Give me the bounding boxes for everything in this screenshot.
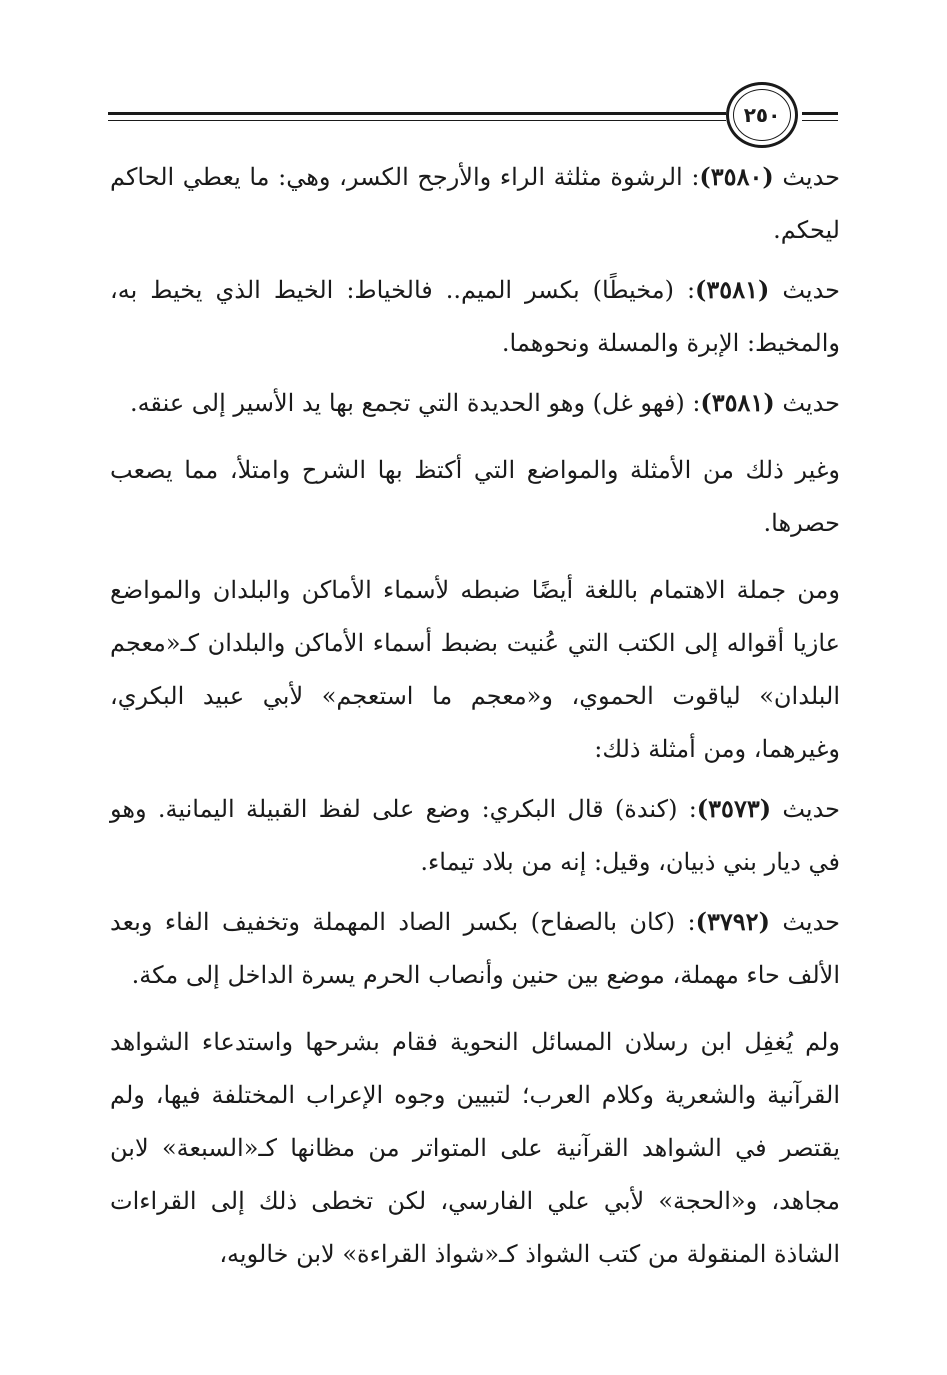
header-rule bbox=[108, 112, 726, 115]
header-rule-right-thin bbox=[802, 120, 838, 121]
page-body bbox=[110, 150, 840, 1287]
hadith-number: (٣٥٧٣) bbox=[696, 794, 772, 823]
header-rule-right bbox=[802, 112, 838, 115]
hadith-number: (٣٥٨١) bbox=[695, 275, 770, 304]
hadith-number: (٣٥٨٠) bbox=[699, 162, 774, 191]
paragraph: حديث (٣٥٧٣): (كندة) قال البكري: وضع على لفظ القبيلة اليمانية. وهو في ديار بني ذبيان، وقيل: إنه من بلاد تيماء. bbox=[110, 794, 841, 876]
page-number: ٢٥٠ bbox=[743, 103, 781, 127]
paragraph: ومن جملة الاهتمام باللغة أيضًا ضبطه لأسماء الأماكن والبلدان والمواضع عازيا أقواله إلى الكتب التي عُنيت بضبط أسماء الأماكن والبلدان كـ«معجم البلدان» لياقوت الحموي، و«معجم ما استعجم» لأبي عبيد البكري، وغيرهما، ومن أمثلة ذلك: bbox=[110, 576, 841, 763]
paragraph: حديث (٣٥٨٠): الرشوة مثلثة الراء والأرجح الكسر، وهي: ما يعطي الحاكم ليحكم. bbox=[110, 162, 841, 244]
page-header bbox=[108, 78, 838, 152]
paragraph: وغير ذلك من الأمثلة والمواضع التي أكتظ بها الشرح وامتلأ، مما يصعب حصرها. bbox=[110, 456, 840, 537]
paragraph: حديث (٣٥٨١): (فهو غل) وهو الحديدة التي تجمع بها يد الأسير إلى عنقه. bbox=[129, 388, 840, 417]
paragraph: ولم يُغفِل ابن رسلان المسائل النحوية فقام بشرحها واستدعاء الشواهد القرآنية والشعرية وكلام العرب؛ لتبيين وجوه الإعراب المختلفة فيها، ولم يقتصر في الشواهد القرآنية على المتواتر من مظانها كـ«السبعة» لابن مجاهد، و«الحجة» لأبي علي الفارسي، لكن تخطى ذلك إلى القراءات الشاذة المنقولة من كتب الشواذ كـ«شواذ القراءة» لابن خالويه، bbox=[110, 1028, 840, 1268]
page-number-badge bbox=[726, 82, 798, 148]
paragraph: حديث (٣٧٩٢): (كان بالصفاح) بكسر الصاد المهملة وتخفيف الفاء وبعد الألف حاء مهملة، موضع بين حنين وأنصاب الحرم يسرة الداخل إلى مكة. bbox=[110, 907, 841, 989]
hadith-number: (٣٥٨١) bbox=[700, 388, 775, 417]
header-rule-thin bbox=[108, 120, 726, 121]
paragraph: حديث (٣٥٨١): (مخيطًا) بكسر الميم.. فالخياط: الخيط الذي يخيط به، والمخيط: الإبرة والمسلة ونحوهما. bbox=[110, 275, 841, 357]
hadith-number: (٣٧٩٢) bbox=[695, 907, 770, 936]
